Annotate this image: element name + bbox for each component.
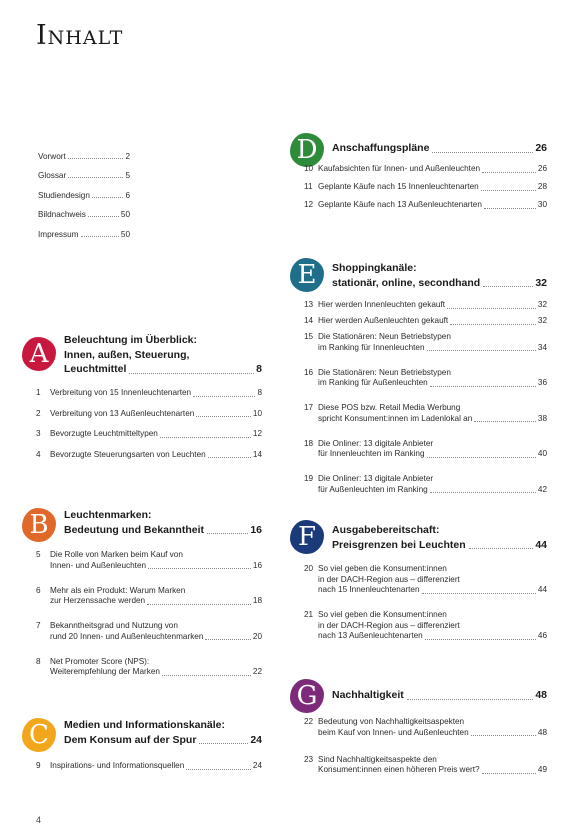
section-title-text: Innen, außen, Steuerung, [64, 348, 190, 361]
entry-number: 16 [304, 367, 314, 377]
entry-text [318, 300, 547, 311]
entry-number: 11 [304, 182, 313, 191]
toc-entry[interactable] [36, 388, 262, 399]
entry-line [318, 564, 547, 575]
section-title-line [332, 261, 547, 276]
toc-entry[interactable] [304, 564, 547, 596]
entry-text [50, 429, 262, 440]
toc-entry[interactable] [304, 300, 547, 311]
entry-line [318, 343, 547, 354]
dot-leader [193, 395, 255, 397]
section-title-line [64, 508, 262, 523]
entry-line [318, 575, 547, 586]
entry-text [50, 621, 262, 642]
entry-line [318, 403, 547, 414]
section-title-text: Dem Konsum auf der Spur [64, 733, 197, 746]
dot-leader [208, 456, 251, 458]
toc-entry[interactable] [36, 761, 262, 772]
toc-entry[interactable] [304, 316, 547, 327]
toc-entry[interactable] [36, 429, 262, 440]
dot-leader [483, 285, 533, 287]
entry-line-text: So viel geben die Konsument:innen [318, 564, 447, 573]
entry-number: 3 [36, 429, 41, 438]
toc-entry[interactable] [304, 368, 547, 389]
dot-leader [160, 436, 251, 438]
entry-text [50, 450, 262, 461]
entry-page: 36 [537, 378, 547, 387]
section-title-line [332, 523, 547, 538]
entry-line [50, 429, 262, 440]
entry-line-text: nach 13 Außenleuchtenarten [318, 631, 423, 640]
entry-line-text: Mehr als ein Produkt: Warum Marken [50, 585, 186, 595]
toc-item-page: 2 [125, 151, 130, 161]
dot-leader [469, 547, 534, 549]
dot-leader [199, 742, 248, 744]
section-title-text: Preisgrenzen bei Leuchten [332, 538, 466, 551]
toc-item-page: 5 [125, 171, 130, 180]
entry-text [50, 409, 262, 420]
section-title-text: Nachhaltigkeit [332, 689, 404, 701]
section-title-text: Leuchtenmarken: [64, 509, 152, 521]
entry-line [318, 728, 547, 739]
page-title: Inhalt [36, 20, 124, 51]
toc-item-impressum[interactable] [38, 219, 130, 239]
dot-leader [474, 420, 536, 422]
toc-entry[interactable] [304, 403, 547, 424]
section-title-line [332, 276, 547, 291]
entry-line [318, 368, 547, 379]
entry-line-text: beim Kauf von Innen- und Außenleuchten [318, 727, 469, 737]
entry-line [318, 316, 547, 327]
dot-leader [427, 349, 536, 351]
entry-text [318, 717, 547, 738]
entry-page: 42 [537, 484, 547, 494]
entry-line [318, 474, 547, 485]
section-badge-g: G [290, 679, 324, 713]
entry-text [318, 164, 547, 175]
section-badge-a: A [22, 337, 56, 371]
dot-leader [432, 151, 533, 153]
dot-leader [162, 674, 251, 676]
entry-text [50, 550, 262, 571]
dot-leader [196, 415, 251, 417]
entry-line-text: nach 15 Innenleuchtenarten [318, 585, 420, 594]
dot-leader [430, 385, 536, 387]
entry-line-text: für Außenleuchten im Ranking [318, 484, 428, 494]
dot-leader [481, 189, 536, 191]
entry-line [318, 439, 547, 450]
toc-item-page: 50 [120, 229, 130, 239]
toc-item-bildnachweis[interactable] [38, 200, 130, 220]
dot-leader [450, 323, 536, 325]
toc-entry[interactable] [304, 717, 547, 738]
section-title-line [332, 141, 547, 156]
entry-line-text: Verbreitung von 15 Innenleuchtenarten [50, 388, 192, 397]
entry-page: 20 [252, 631, 262, 641]
toc-item-vorwort[interactable] [38, 141, 130, 161]
front-matter-list [38, 141, 130, 239]
dot-leader [148, 567, 251, 569]
entry-line-text: zur Herzenssache werden [50, 596, 146, 605]
entry-text [50, 388, 262, 399]
entry-number: 8 [36, 656, 41, 666]
entry-line-text: Bevorzugte Steuerungsarten von Leuchten [50, 449, 206, 459]
entry-line [50, 409, 262, 420]
section-title-text: Beleuchtung im Überblick: [64, 334, 198, 346]
entry-page: 46 [537, 631, 547, 640]
entry-line [318, 378, 547, 389]
entry-text [318, 610, 547, 642]
dot-leader [430, 491, 536, 493]
section-title[interactable] [64, 718, 262, 747]
entry-page: 40 [537, 449, 547, 458]
entry-line-text: in der DACH-Region aus – differenziert [318, 574, 460, 584]
toc-entry[interactable] [36, 657, 262, 678]
entry-line-text: Konsument:innen einen höheren Preis wert? [318, 765, 480, 774]
section-title-text: Leuchtmittel [64, 363, 127, 375]
entry-number: 9 [36, 761, 41, 770]
entry-page: 16 [252, 560, 262, 570]
entry-number: 2 [36, 408, 41, 418]
entry-line-text: Die Onliner: 13 digitale Anbieter [318, 474, 434, 483]
section-title-text: Anschaffungspläne [332, 142, 430, 154]
entry-line [50, 388, 262, 399]
section-title[interactable] [64, 508, 262, 537]
section-page: 32 [535, 276, 547, 289]
toc-entry[interactable] [304, 439, 547, 460]
toc-entry[interactable] [304, 332, 547, 353]
entry-number: 23 [304, 754, 314, 764]
entry-line-text: Die Stationären: Neun Betriebstypen [318, 367, 451, 377]
toc-item-page: 6 [125, 190, 130, 200]
entry-number: 5 [36, 550, 41, 559]
section-title-line [332, 538, 547, 553]
toc-item-glossar[interactable] [38, 161, 130, 181]
entry-page: 48 [537, 727, 547, 737]
entry-text [318, 564, 547, 596]
entry-text [318, 403, 547, 424]
section-title-text: stationär, online, secondhand [332, 276, 481, 289]
entry-line-text: Kaufabsichten für Innen- und Außenleuchten [318, 164, 481, 173]
toc-entry[interactable] [304, 182, 547, 193]
dot-leader [425, 638, 536, 640]
entry-line [50, 667, 262, 678]
section-title[interactable] [332, 688, 547, 703]
entry-page: 32 [537, 300, 547, 309]
section-badge-b: B [22, 508, 56, 542]
dot-leader [207, 532, 248, 534]
entry-line-text: Diese POS bzw. Retail Media Werbung [318, 403, 461, 412]
entry-number: 15 [304, 332, 314, 341]
section-title-line [64, 733, 262, 748]
entry-number: 6 [36, 585, 41, 595]
entry-line [50, 632, 262, 643]
entry-line [50, 761, 262, 772]
dot-leader [484, 207, 536, 209]
dot-leader [205, 638, 250, 640]
toc-item-label: Studiendesign [38, 190, 90, 200]
section-title-line [64, 523, 262, 538]
entry-line [318, 621, 547, 632]
entry-text [50, 761, 262, 772]
toc-entry[interactable] [36, 586, 262, 607]
entry-line [50, 561, 262, 572]
entry-line [318, 631, 547, 642]
entry-number: 19 [304, 474, 314, 483]
entry-line-text: Weiterempfehlung der Marken [50, 667, 160, 676]
section-title-text: Bedeutung und Bekanntheit [64, 523, 204, 536]
entry-page: 32 [537, 316, 547, 325]
entry-line-text: Die Rolle von Marken beim Kauf von [50, 550, 183, 559]
section-title-line [64, 348, 262, 363]
entry-text [318, 316, 547, 327]
entry-page: 12 [252, 429, 262, 438]
entry-line-text: Bekanntheitsgrad und Nutzung von [50, 621, 178, 630]
entry-line-text: Innen- und Außenleuchten [50, 560, 147, 570]
dot-leader [447, 307, 536, 309]
entry-number: 20 [304, 564, 314, 573]
toc-entry[interactable] [304, 610, 547, 642]
entry-line-text: Geplante Käufe nach 13 Außenleuchtenarten [318, 200, 482, 209]
entry-line-text: im Ranking für Außenleuchten [318, 378, 428, 387]
dot-leader [427, 456, 536, 458]
toc-entry[interactable] [36, 550, 262, 571]
entry-line [50, 596, 262, 607]
section-page: 44 [535, 538, 547, 551]
section-title[interactable] [332, 141, 547, 156]
entry-line-text: Bevorzugte Leuchtmitteltypen [50, 429, 158, 438]
entry-line-text: im Ranking für Innenleuchten [318, 342, 425, 352]
dot-leader [147, 603, 251, 605]
dot-leader [482, 772, 536, 774]
entry-line-text: in der DACH-Region aus – differenziert [318, 620, 460, 630]
toc-entry[interactable] [304, 200, 547, 211]
entry-text [318, 474, 547, 495]
entry-text [318, 332, 547, 353]
entry-line-text: Sind Nachhaltigkeitsaspekte den [318, 754, 437, 764]
toc-item-studiendesign[interactable] [38, 180, 130, 200]
entry-page: 34 [537, 342, 547, 352]
section-title-line [64, 718, 262, 733]
entry-number: 18 [304, 438, 314, 448]
entry-line [318, 449, 547, 460]
section-badge-d: D [290, 133, 324, 167]
toc-item-page: 50 [120, 210, 130, 219]
entry-line-text: Die Stationären: Neun Betriebstypen [318, 332, 451, 341]
entry-line [50, 450, 262, 461]
entry-text [318, 368, 547, 389]
entry-text [318, 200, 547, 211]
entry-line-text: Hier werden Innenleuchten gekauft [318, 300, 445, 309]
dot-leader [482, 171, 536, 173]
section-title-line [332, 688, 547, 703]
section-badge-c: C [22, 718, 56, 752]
entry-page: 14 [252, 449, 262, 459]
section-badge-e: E [290, 258, 324, 292]
entry-number: 22 [304, 717, 314, 726]
entry-text [50, 586, 262, 607]
dot-leader [129, 372, 254, 374]
section-title[interactable] [64, 333, 262, 377]
section-title-text: Ausgabebereitschaft: [332, 524, 440, 536]
entry-line-text: rund 20 Innen- und Außenleuchtenmarken [50, 631, 204, 641]
entry-line-text: Hier werden Außenleuchten gekauft [318, 316, 449, 325]
entry-number: 12 [304, 200, 314, 209]
entry-number: 10 [304, 164, 314, 173]
entry-line [50, 550, 262, 561]
entry-line-text: spricht Konsument:innen im Ladenlokal an [318, 413, 473, 423]
entry-line [318, 585, 547, 596]
entry-line [318, 414, 547, 425]
entry-page: 28 [537, 182, 547, 191]
entry-text [318, 439, 547, 460]
toc-entry[interactable] [304, 755, 547, 776]
entry-line-text: Die Onliner: 13 digitale Anbieter [318, 438, 434, 448]
entry-line [50, 586, 262, 597]
entry-number: 7 [36, 621, 41, 630]
entry-number: 4 [36, 449, 41, 459]
dot-leader [407, 698, 534, 700]
entry-number: 14 [304, 316, 314, 325]
section-title[interactable] [332, 523, 547, 552]
entry-number: 17 [304, 403, 314, 412]
section-title-line [64, 333, 262, 348]
entry-page: 30 [537, 200, 547, 209]
entry-line [318, 332, 547, 343]
toc-item-label: Bildnachweis [38, 210, 86, 219]
entry-page: 8 [257, 388, 262, 397]
toc-entry[interactable] [36, 621, 262, 642]
toc-entry[interactable] [304, 164, 547, 175]
toc-entry[interactable] [304, 474, 547, 495]
entry-page: 49 [537, 765, 547, 774]
entry-line-text: Net Promoter Score (NPS): [50, 656, 150, 666]
entry-line [318, 200, 547, 211]
entry-text [50, 657, 262, 678]
entry-text [318, 182, 547, 193]
entry-page: 38 [537, 413, 547, 423]
section-title-text: Shoppingkanäle: [332, 262, 417, 274]
entry-line [318, 164, 547, 175]
entry-line-text: Verbreitung von 13 Außenleuchtenarten [50, 408, 195, 418]
entry-line-text: Bedeutung von Nachhaltigkeitsaspekten [318, 717, 465, 726]
entry-page: 44 [537, 585, 547, 594]
section-title[interactable] [332, 261, 547, 290]
dot-leader [471, 734, 536, 736]
toc-entry[interactable] [36, 450, 262, 461]
section-page: 24 [250, 733, 262, 746]
toc-entry[interactable] [36, 409, 262, 420]
section-title-line [64, 362, 262, 377]
entry-line [50, 657, 262, 668]
page-number: 4 [36, 815, 42, 825]
section-page: 26 [535, 142, 547, 154]
entry-line-text: für Innenleuchten im Ranking [318, 449, 425, 458]
entry-line [318, 765, 547, 776]
entry-number: 13 [304, 300, 314, 309]
entry-page: 10 [252, 408, 262, 418]
dot-leader [186, 768, 251, 770]
entry-page: 18 [252, 596, 262, 605]
entry-line-text: Inspirations- und Informationsquellen [50, 761, 185, 770]
entry-line [50, 621, 262, 632]
entry-line [318, 610, 547, 621]
entry-number: 21 [304, 610, 314, 619]
toc-item-label: Glossar [38, 171, 67, 180]
entry-text [318, 755, 547, 776]
entry-line-text: Geplante Käufe nach 15 Innenleuchtenarten [318, 182, 479, 191]
section-title-text: Medien und Informationskanäle: [64, 719, 226, 731]
entry-page: 22 [252, 667, 262, 676]
entry-page: 26 [537, 164, 547, 173]
section-page: 8 [256, 363, 262, 375]
entry-line [318, 485, 547, 496]
entry-line [318, 300, 547, 311]
entry-line [318, 717, 547, 728]
toc-item-label: Impressum [38, 229, 79, 239]
entry-line [318, 182, 547, 193]
section-badge-f: F [290, 520, 324, 554]
entry-number: 1 [36, 388, 41, 397]
section-page: 16 [250, 523, 262, 536]
entry-page: 24 [252, 761, 262, 770]
dot-leader [422, 592, 536, 594]
toc-item-label: Vorwort [38, 151, 66, 161]
entry-line-text: So viel geben die Konsument:innen [318, 610, 447, 619]
entry-line [318, 755, 547, 766]
section-page: 48 [535, 689, 547, 701]
